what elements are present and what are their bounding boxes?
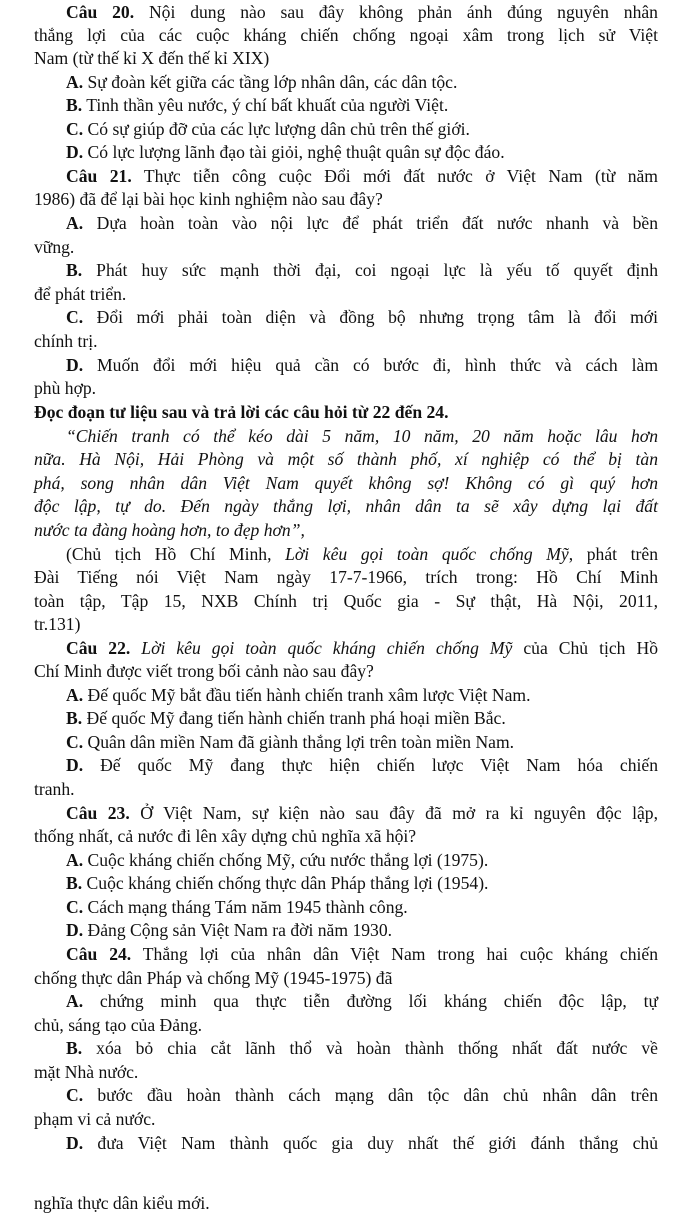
q23-option-a: A. Cuộc kháng chiến chống Mỹ, cứu nước thắng lợi (1975). [66, 850, 489, 870]
q20-option-c: C. Có sự giúp đỡ của các lực lượng dân chủ trên thế giới. [66, 119, 470, 139]
q22-option-c: C. Quân dân miền Nam đã giành thắng lợi trên toàn miền Nam. [66, 732, 515, 752]
q21-option-d-cont: phù hợp. [34, 378, 97, 398]
q20-stem-line-3: Nam (từ thế kỉ X đến thế kỉ XIX) [34, 48, 270, 68]
q24-option-d-cont-cropped: nghĩa thực dân kiểu mới. [34, 1193, 210, 1213]
q24-option-b-cont: mặt Nhà nước. [34, 1062, 139, 1082]
q20-option-a: A. Sự đoàn kết giữa các tầng lớp nhân dân, các dân tộc. [66, 72, 458, 92]
q22-option-d-cont: tranh. [34, 779, 75, 799]
q24-option-d: D. đưa Việt Nam thành quốc gia duy nhất thế giới đánh thắng chủ [66, 1133, 658, 1153]
q23-option-c: C. Cách mạng tháng Tám năm 1945 thành công. [66, 897, 408, 917]
q22-option-a: A. Đế quốc Mỹ bắt đầu tiến hành chiến tranh xâm lược Việt Nam. [66, 685, 531, 705]
q23-option-d: D. Đảng Cộng sản Việt Nam ra đời năm 1930. [66, 920, 393, 940]
passage-citation-line-4: tr.131) [34, 614, 81, 634]
q21-label: Câu 21. [66, 166, 132, 186]
q23-option-b: B. Cuộc kháng chiến chống thực dân Pháp thắng lợi (1954). [66, 873, 489, 893]
q21-stem-line-1: Câu 21. Thực tiễn công cuộc Đổi mới đất nước ở Việt Nam (từ năm [66, 166, 658, 186]
q20-label: Câu 20. [66, 2, 135, 22]
q22-label: Câu 22. [66, 638, 131, 658]
q24-option-b: B. xóa bỏ chia cắt lãnh thổ và hoàn thành thống nhất đất nước về [66, 1038, 658, 1058]
passage-quote-line-3: phá, song nhân dân Việt Nam quyết không sợ! Không có gì quý hơn [34, 473, 658, 493]
q24-option-c-cont: phạm vi cả nước. [34, 1109, 156, 1129]
q20-option-b: B. Tinh thần yêu nước, ý chí bất khuất của người Việt. [66, 95, 449, 115]
q23-stem-line-1: Câu 23. Ở Việt Nam, sự kiện nào sau đây đã mở ra kỉ nguyên độc lập, [66, 803, 658, 823]
q20-stem-line-1: Câu 20. Nội dung nào sau đây không phản ánh đúng nguyên nhân [66, 2, 658, 22]
passage-quote-line-2: nữa. Hà Nội, Hải Phòng và một số thành phố, xí nghiệp có thể bị tàn [34, 449, 658, 469]
q21-option-b-cont: để phát triển. [34, 284, 127, 304]
passage-quote-line-1: “Chiến tranh có thể kéo dài 5 năm, 10 năm, 20 năm hoặc lâu hơn [66, 426, 658, 446]
q21-option-c: C. Đổi mới phải toàn diện và đồng bộ nhưng trọng tâm là đổi mới [66, 307, 658, 327]
q20-stem-line-2: thắng lợi của các cuộc kháng chiến chống ngoại xâm trong lịch sử Việt [34, 25, 658, 45]
q22-option-d: D. Đế quốc Mỹ đang thực hiện chiến lược Việt Nam hóa chiến [66, 755, 658, 775]
q21-stem-line-2: 1986) đã để lại bài học kinh nghiệm nào sau đây? [34, 189, 383, 209]
passage-citation-line-2: Đài Tiếng nói Việt Nam ngày 17-7-1966, trích trong: Hồ Chí Minh [34, 567, 658, 587]
q24-option-c: C. bước đầu hoàn thành cách mạng dân tộc dân chủ nhân dân trên [66, 1085, 658, 1105]
q21-option-a: A. Dựa hoàn toàn vào nội lực để phát triển đất nước nhanh và bền [66, 213, 658, 233]
q22-stem-line-2: Chí Minh được viết trong bối cảnh nào sau đây? [34, 661, 374, 681]
q20-option-d: D. Có lực lượng lãnh đạo tài giỏi, nghệ thuật quân sự độc đáo. [66, 142, 505, 162]
q21-option-d: D. Muốn đổi mới hiệu quả cần có bước đi, hình thức và cách làm [66, 355, 658, 375]
passage-citation-line-1: (Chủ tịch Hồ Chí Minh, Lời kêu gọi toàn quốc chống Mỹ, phát trên [66, 544, 658, 564]
q24-option-a-cont: chủ, sáng tạo của Đảng. [34, 1015, 203, 1035]
passage-quote-line-5: nước ta đàng hoàng hơn, to đẹp hơn”, [34, 520, 305, 540]
q23-stem-line-2: thống nhất, cả nước đi lên xây dựng chủ nghĩa xã hội? [34, 826, 417, 846]
q22-stem-line-1: Câu 22. Lời kêu gọi toàn quốc kháng chiến chống Mỹ của Chủ tịch Hồ [66, 638, 658, 658]
q21-option-b: B. Phát huy sức mạnh thời đại, coi ngoại lực là yếu tố quyết định [66, 260, 658, 280]
passage-quote-line-4: độc lập, tự do. Đến ngày thắng lợi, nhân dân ta sẽ xây dựng lại đất [34, 496, 658, 516]
citation-title: Lời kêu gọi toàn quốc chống Mỹ [285, 544, 569, 564]
q24-label: Câu 24. [66, 944, 132, 964]
q23-label: Câu 23. [66, 803, 130, 823]
passage-instruction: Đọc đoạn tư liệu sau và trả lời các câu hỏi từ 22 đến 24. [34, 402, 449, 422]
q24-option-a: A. chứng minh qua thực tiễn đường lối kháng chiến độc lập, tự [66, 991, 658, 1011]
q21-option-a-cont: vững. [34, 237, 75, 257]
passage-citation-line-3: toàn tập, Tập 15, NXB Chính trị Quốc gia - Sự thật, Hà Nội, 2011, [34, 591, 658, 611]
q24-stem-line-1: Câu 24. Thắng lợi của nhân dân Việt Nam trong hai cuộc kháng chiến [66, 944, 658, 964]
q22-option-b: B. Đế quốc Mỹ đang tiến hành chiến tranh phá hoại miền Bắc. [66, 708, 506, 728]
q21-option-c-cont: chính trị. [34, 331, 98, 351]
q24-stem-line-2: chống thực dân Pháp và chống Mỹ (1945-1975) đã [34, 968, 393, 988]
